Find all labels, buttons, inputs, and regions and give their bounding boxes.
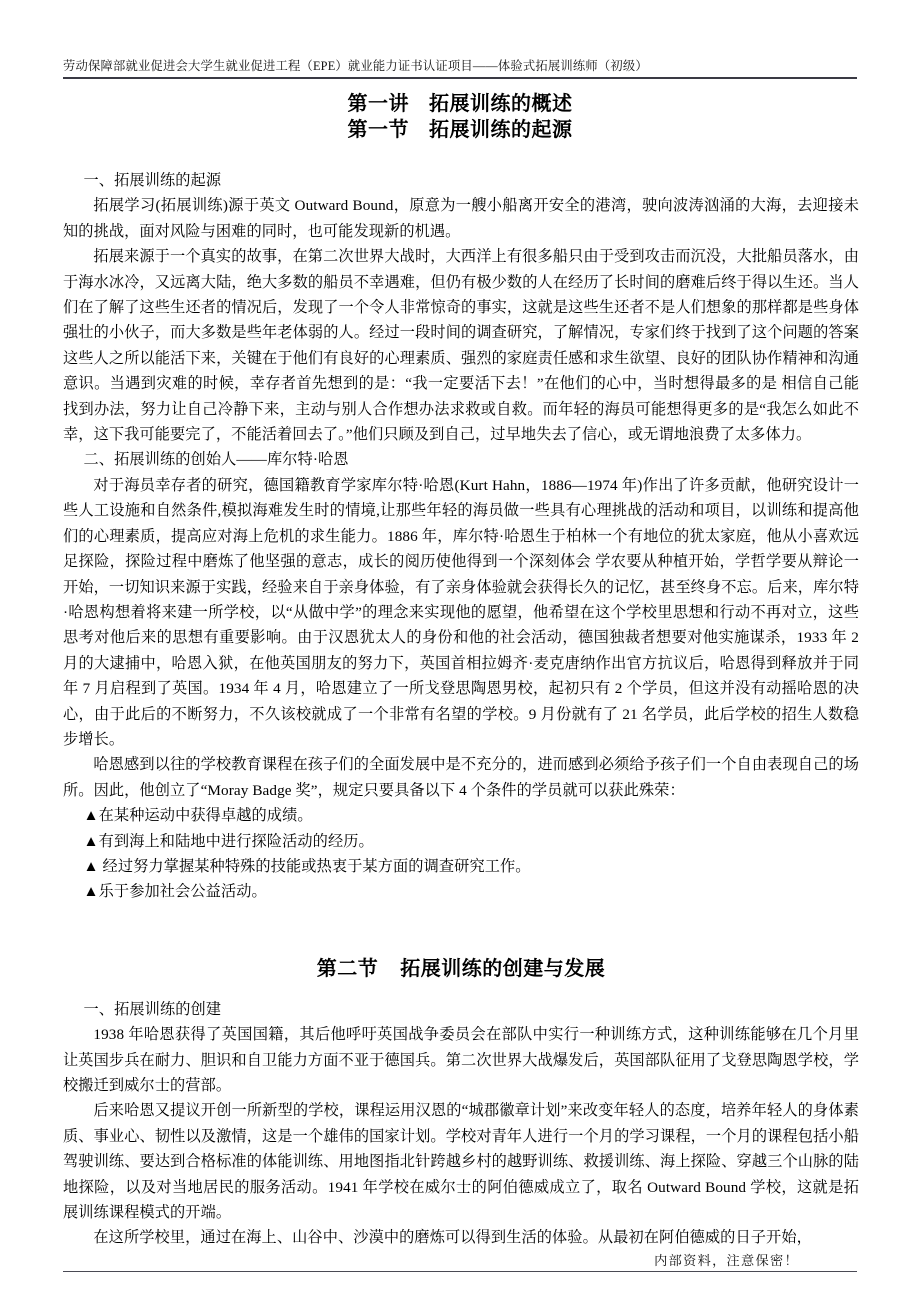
lecture-title-block [0, 90, 920, 142]
lecture-label: 第一讲 [347, 91, 409, 115]
paragraph-kurt-hahn: 对于海员幸存者的研究，德国籍教育学家库尔特·哈恩(Kurt Hahn，1886—1974 年)作出了许多贡献，他研究设计一些人工设施和自然条件,模拟海难发生时的情境,让那些年轻的海员做一些具有心理挑战的活动和项目，以训练和提高他们的心理素质，提高应对海上危机的求生能力。1886 年，库尔特·哈恩生于柏林一个有地位的犹太家庭，他从小喜欢远足探险，探险过程中磨炼了他坚强的意志，成长的阅历使他得到一个深刻体会 学农要从种植开始，学哲学要从辩论一开始，一切知识来源于实践，经验来自于亲身体验，有了亲身体验就会获得长久的记忆，甚至终身不忘。后来，库尔特·哈恩构想着将来建一所学校，以“从做中学”的理念来实现他的愿望，他希望在这个学校里思想和行动不再对立，这些思考对他后来的思想有重要影响。由于汉恩犹太人的身份和他的社会活动，德国独裁者想要对他实施谋杀，1933 年 2 月的大逮捕中，哈恩入狱，在他英国朋友的努力下，英国首相拉姆齐·麦克唐纳作出官方抗议后，哈恩得到释放并于同年 7 月启程到了英国。1934 年 4 月，哈恩建立了一所戈登思陶恩男校，起初只有 2 个学员，但这并没有动摇哈恩的决心，由于此后的不断努力，不久该校就成了一个非常有名望的学校。9 月份就有了 21 名学员，此后学校的招生人数稳步增长。 [63, 476, 859, 748]
bullet-item: ▲在某种运动中获得卓越的成绩。 [83, 807, 313, 825]
section-two-title [63, 953, 859, 983]
paragraph-origin-definition: 拓展学习(拓展训练)源于英文 Outward Bound，原意为一艘小船离开安全的港湾，驶向波涛汹涌的大海，去迎接未知的挑战，面对风险与困难的同时，也可能发现新的机遇。 [63, 197, 859, 240]
page-footer [63, 1251, 857, 1272]
paragraph-true-story: 拓展来源于一个真实的故事，在第二次世界大战时，大西洋上有很多船只由于受到攻击而沉没，大批船员落水，由于海水冰冷，又远离大陆，绝大多数的船员不幸遇难，但仍有极少数的人在经历了长时间的磨难后终于得以生还。当人们在了解了这些生还者的情况后，发现了一个令人非常惊奇的事实，这就是这些生还者不是人们想象的那样都是些身体强壮的小伙子，而大多数是些年老体弱的人。经过一段时间的调查研究，了解情况，专家们终于找到了这个问题的答案 这些人之所以能活下来，关键在于他们有良好的心理素质、强烈的家庭责任感和求生欲望、良好的团队协作精神和沟通意识。当遇到灾难的时候，幸存者首先想到的是：“我一定要活下去！”在他们的心中，当时想得最多的是 相信自己能找到办法，努力让自己冷静下来，主动与别人合作想办法求救或自救。而年轻的海员可能想得更多的是“我怎么如此不幸，这下我可能要完了，不能活着回去了。”他们只顾及到自己，过早地失去了信心，或无谓地浪费了太多体力。 [63, 248, 859, 444]
paragraph-moray-badge: 哈恩感到以往的学校教育课程在孩子们的全面发展中是不充分的，进而感到必须给予孩子们一个自由表现自己的场所。因此，他创立了“Moray Badge 奖”，规定只要具备以下 4 个条件的学员就可以获此殊荣： [63, 756, 859, 799]
section-two-name: 拓展训练的创建与发展 [400, 955, 606, 980]
running-header [63, 58, 857, 79]
paragraph-county-badge-scheme: 后来哈恩又提议开创一所新型的学校，课程运用汉恩的“城郡徽章计划”来改变年轻人的态度，培养年轻人的身体素质、事业心、韧性以及激情，这是一个雄伟的国家计划。学校对青年人进行一个月的学习课程，一个月的课程包括小船驾驶训练、要达到合格标准的体能训练、用地图指北针跨越乡村的越野训练、救援训练、海上探险、穿越三个山脉的陆地探险，以及对当地居民的服务活动。1941 年学校在威尔士的阿伯德威成立了，取名 Outward Bound 学校，这就是拓展训练课程模式的开端。 [63, 1102, 859, 1222]
body-content [63, 168, 859, 1251]
bullet-item: ▲乐于参加社会公益活动。 [83, 883, 267, 901]
running-header-text: 劳动保障部就业促进会大学生就业促进工程（EPE）就业能力证书认证项目——体验式拓展训练师（初级） [63, 59, 648, 73]
bullet-item: ▲有到海上和陆地中进行探险活动的经历。 [83, 832, 374, 850]
header-divider [63, 77, 857, 79]
section-spacer [63, 905, 859, 927]
section-one-name: 拓展训练的起源 [429, 117, 573, 141]
subheading-founder: 二、拓展训练的创始人——库尔特·哈恩 [83, 451, 349, 469]
section-one-title [0, 116, 920, 142]
subheading-origin: 一、拓展训练的起源 [83, 172, 222, 189]
lecture-name: 拓展训练的概述 [429, 91, 573, 115]
section-two-label: 第二节 [316, 955, 379, 980]
bullet-item: ▲ 经过努力掌握某种特殊的技能或热衷于某方面的调查研究工作。 [83, 857, 531, 875]
paragraph-british-citizenship: 1938 年哈恩获得了英国国籍，其后他呼吁英国战争委员会在部队中实行一种训练方式，这种训练能够在几个月里让英国步兵在耐力、胆识和自卫能力方面不亚于德国兵。第二次世界大战爆发后，英国部队征用了戈登思陶恩学校，学校搬迁到威尔士的营部。 [63, 1026, 859, 1094]
section-one-label: 第一节 [347, 117, 409, 141]
subheading-establishment: 一、拓展训练的创建 [83, 1000, 222, 1018]
footer-confidential-note: 内部资料，注意保密！ [654, 1253, 799, 1268]
paragraph-school-life: 在这所学校里，通过在海上、山谷中、沙漠中的磨炼可以得到生活的体验。从最初在阿伯德威的日子开始， [93, 1229, 812, 1247]
lecture-title [0, 90, 920, 116]
footer-divider [63, 1271, 857, 1272]
